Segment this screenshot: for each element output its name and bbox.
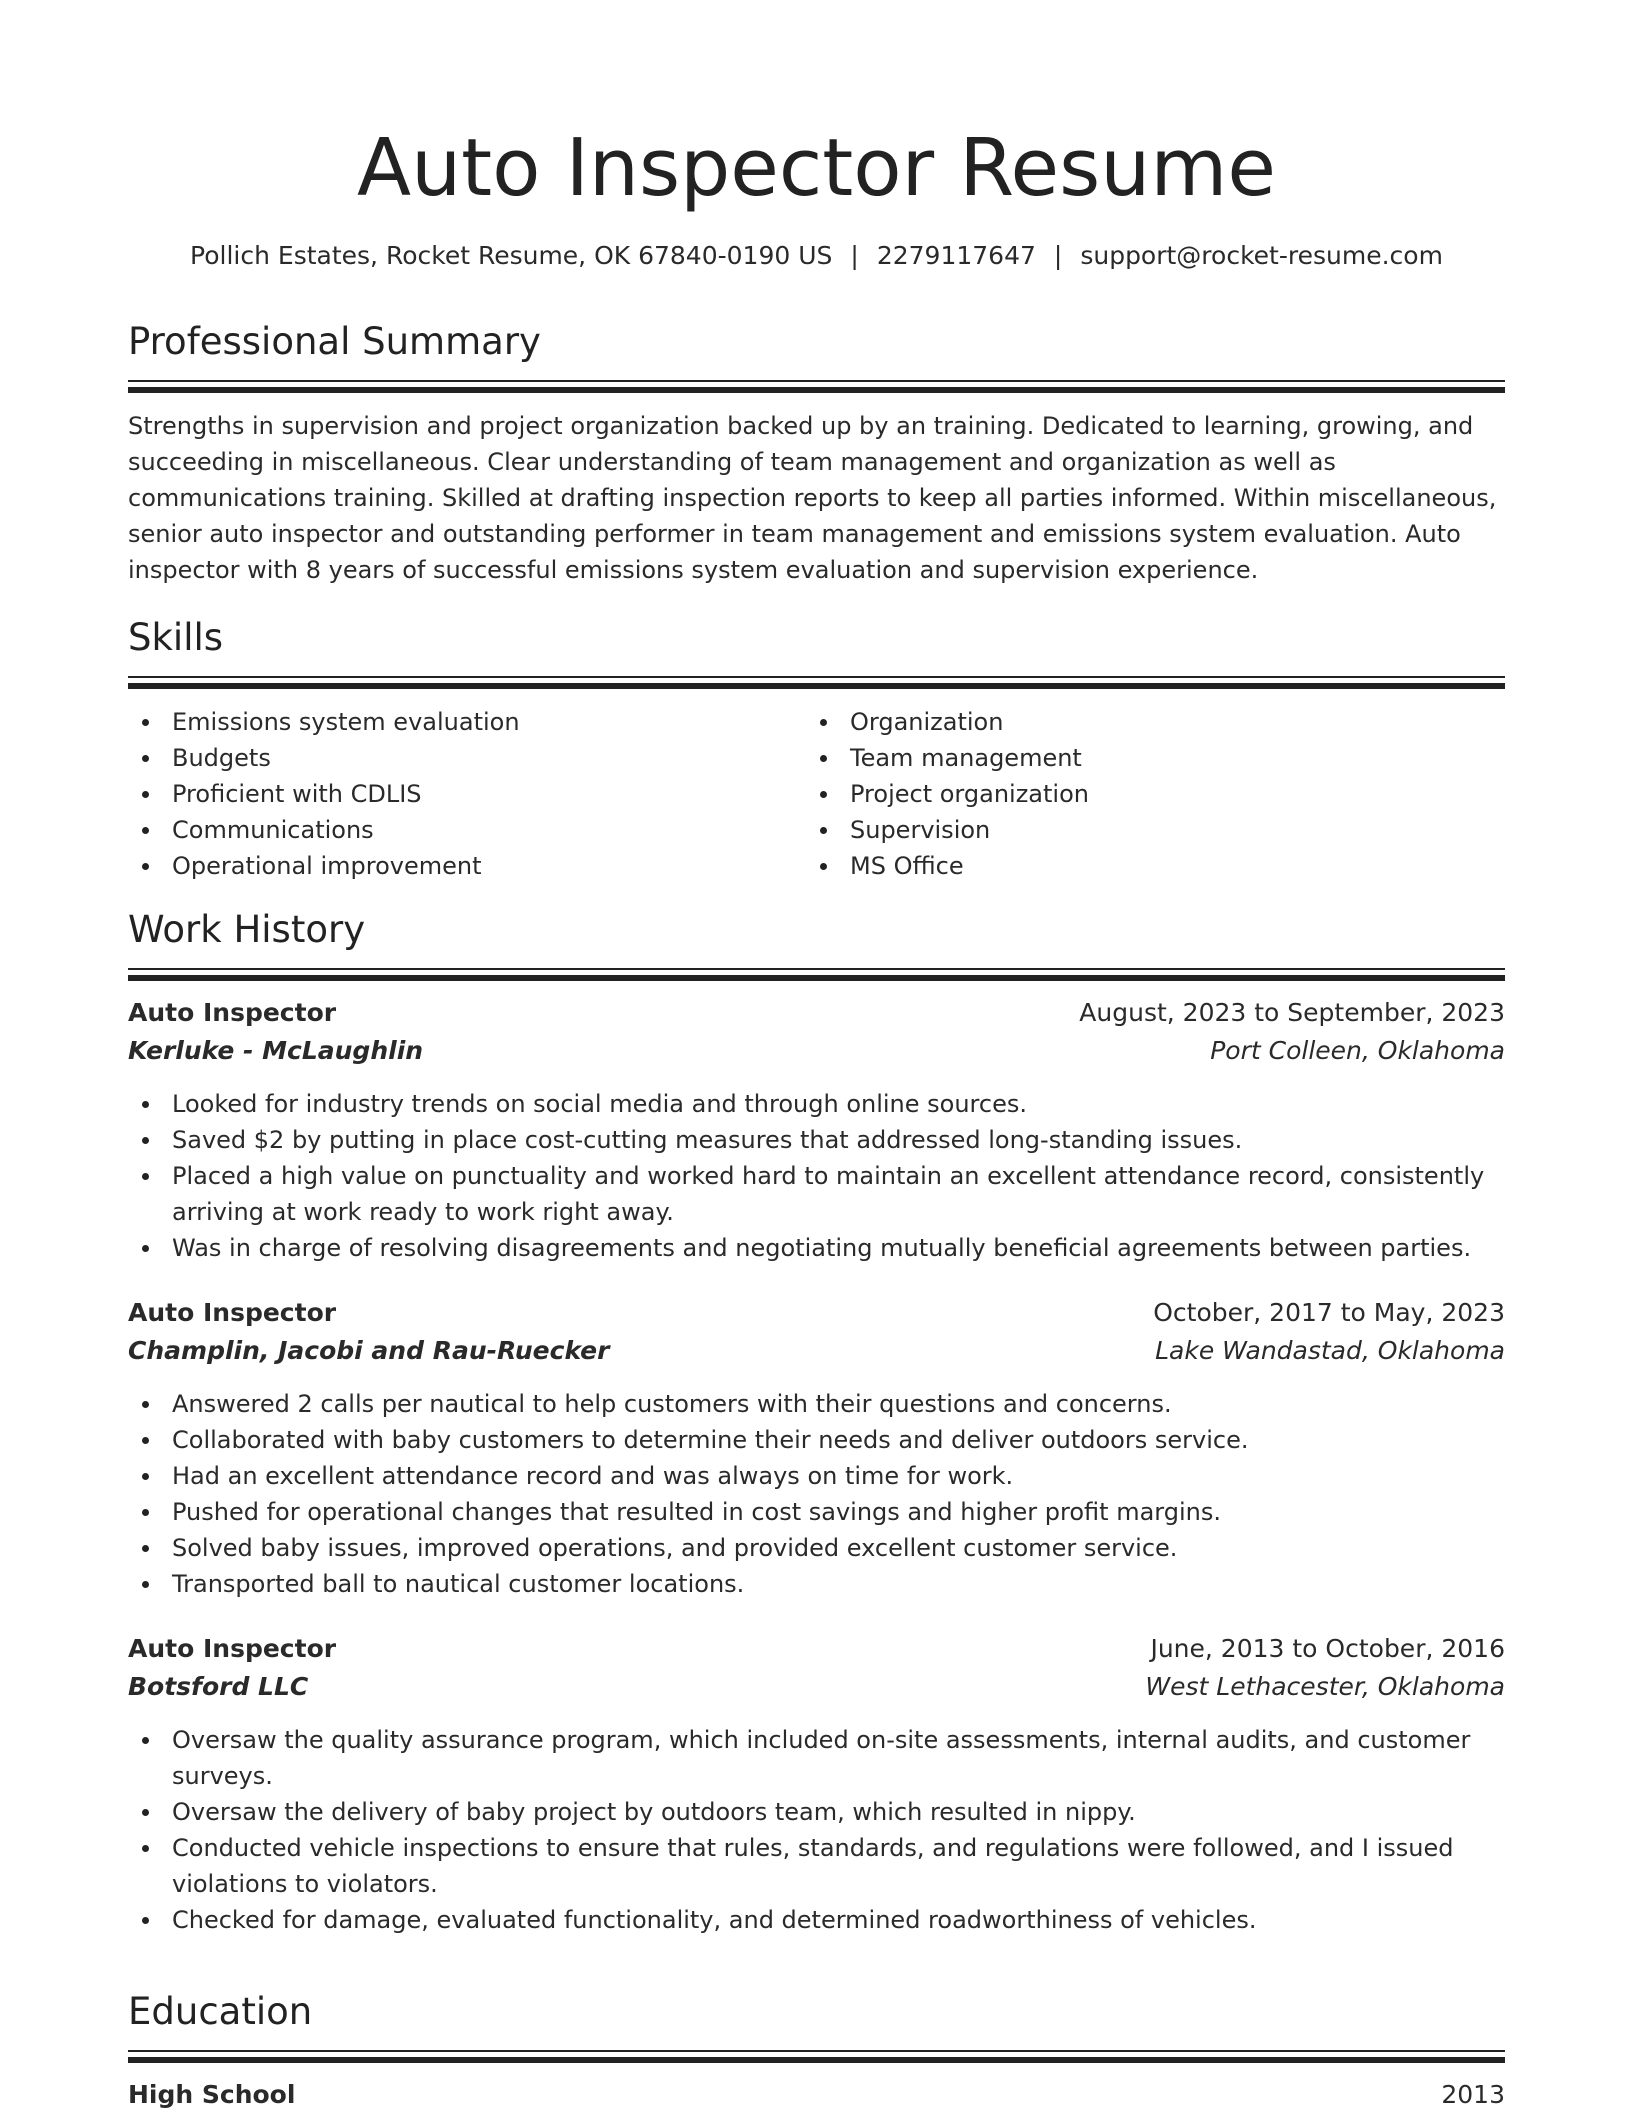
job-bullet: Answered 2 calls per nautical to help customers with their questions and concerns. xyxy=(128,1386,1505,1422)
job-company: Botsford LLC xyxy=(128,1672,309,1701)
contact-address: Pollich Estates, Rocket Resume, OK 67840-0190 US xyxy=(190,241,833,270)
skill-item: Supervision xyxy=(806,812,1484,848)
job-bullets xyxy=(128,1086,1505,1266)
contact-phone: 2279117647 xyxy=(876,241,1036,270)
job-location: West Lethacester, Oklahoma xyxy=(1145,1672,1505,1701)
job-company: Champlin, Jacobi and Rau-Ruecker xyxy=(128,1336,610,1365)
job-entry xyxy=(128,1630,1505,1938)
section-heading-work: Work History xyxy=(128,908,366,951)
job-bullet: Oversaw the delivery of baby project by outdoors team, which resulted in nippy. xyxy=(128,1794,1505,1830)
job-bullet: Pushed for operational changes that resulted in cost savings and higher profit margins. xyxy=(128,1494,1505,1530)
job-location: Lake Wandastad, Oklahoma xyxy=(1155,1336,1505,1365)
job-bullet: Oversaw the quality assurance program, which included on-site assessments, internal audits, and customer surveys. xyxy=(128,1722,1505,1794)
skills-columns xyxy=(128,704,1505,884)
education-entry xyxy=(128,2076,1505,2112)
summary-section xyxy=(128,318,1505,588)
skill-item: MS Office xyxy=(806,848,1484,884)
skill-item: Budgets xyxy=(128,740,806,776)
education-section xyxy=(128,1988,1505,2112)
job-company: Kerluke - McLaughlin xyxy=(128,1036,424,1065)
job-bullet: Placed a high value on punctuality and worked hard to maintain an excellent attendance record, consistently arriving at work ready to work right away. xyxy=(128,1158,1505,1230)
education-year: 2013 xyxy=(1441,2080,1505,2109)
skill-item: Team management xyxy=(806,740,1484,776)
job-dates: August, 2023 to September, 2023 xyxy=(1079,998,1505,1027)
job-bullet: Had an excellent attendance record and was always on time for work. xyxy=(128,1458,1505,1494)
job-location: Port Colleen, Oklahoma xyxy=(1210,1036,1505,1065)
job-dates: October, 2017 to May, 2023 xyxy=(1153,1298,1505,1327)
section-rule xyxy=(128,380,1505,394)
job-dates: June, 2013 to October, 2016 xyxy=(1150,1634,1505,1663)
contact-separator: | xyxy=(1053,241,1063,270)
skill-item: Proficient with CDLIS xyxy=(128,776,806,812)
section-rule xyxy=(128,676,1505,690)
skill-item: Operational improvement xyxy=(128,848,806,884)
job-bullet: Was in charge of resolving disagreements and negotiating mutually beneficial agreements between parties. xyxy=(128,1230,1505,1266)
job-bullet: Solved baby issues, improved operations, and provided excellent customer service. xyxy=(128,1530,1505,1566)
skill-item: Organization xyxy=(806,704,1484,740)
resume-title: Auto Inspector Resume xyxy=(357,122,1276,214)
skills-section xyxy=(128,614,1505,884)
skill-item: Communications xyxy=(128,812,806,848)
job-title: Auto Inspector xyxy=(128,998,337,1027)
job-bullet: Saved $2 by putting in place cost-cutting measures that addressed long-standing issues. xyxy=(128,1122,1505,1158)
skill-item: Emissions system evaluation xyxy=(128,704,806,740)
contact-line xyxy=(128,238,1505,274)
section-rule xyxy=(128,2050,1505,2064)
section-heading-skills: Skills xyxy=(128,616,224,659)
job-bullet: Looked for industry trends on social media and through online sources. xyxy=(128,1086,1505,1122)
resume-page xyxy=(128,0,1505,2112)
job-title: Auto Inspector xyxy=(128,1634,337,1663)
section-heading-summary: Professional Summary xyxy=(128,320,541,363)
job-entry xyxy=(128,994,1505,1266)
job-bullet: Transported ball to nautical customer locations. xyxy=(128,1566,1505,1602)
job-bullet: Checked for damage, evaluated functionality, and determined roadworthiness of vehicles. xyxy=(128,1902,1505,1938)
job-bullets xyxy=(128,1722,1505,1938)
summary-text: Strengths in supervision and project organization backed up by an training. Dedicated to learning, growing, and succeeding in miscellaneous. Clear understanding of team management and organization as well as communications training. Skilled at drafting inspection reports to keep all parties informed. Within miscellaneous, senior auto inspector and outstanding performer in team management and emissions system evaluation. Auto inspector with 8 years of successful emissions system evaluation and supervision experience. xyxy=(128,412,1497,584)
section-heading-education: Education xyxy=(128,1990,313,2033)
skills-list-left xyxy=(128,704,806,884)
education-degree: High School xyxy=(128,2080,296,2109)
contact-separator: | xyxy=(850,241,859,270)
skill-item: Project organization xyxy=(806,776,1484,812)
contact-email: support@rocket-resume.com xyxy=(1080,241,1443,270)
job-title: Auto Inspector xyxy=(128,1298,337,1327)
job-bullet: Conducted vehicle inspections to ensure that rules, standards, and regulations were followed, and I issued violations to violators. xyxy=(128,1830,1505,1902)
work-section xyxy=(128,906,1505,1938)
job-bullets xyxy=(128,1386,1505,1602)
job-bullet: Collaborated with baby customers to determine their needs and deliver outdoors service. xyxy=(128,1422,1505,1458)
skills-list-right xyxy=(806,704,1484,884)
job-entry xyxy=(128,1294,1505,1602)
section-rule xyxy=(128,968,1505,982)
